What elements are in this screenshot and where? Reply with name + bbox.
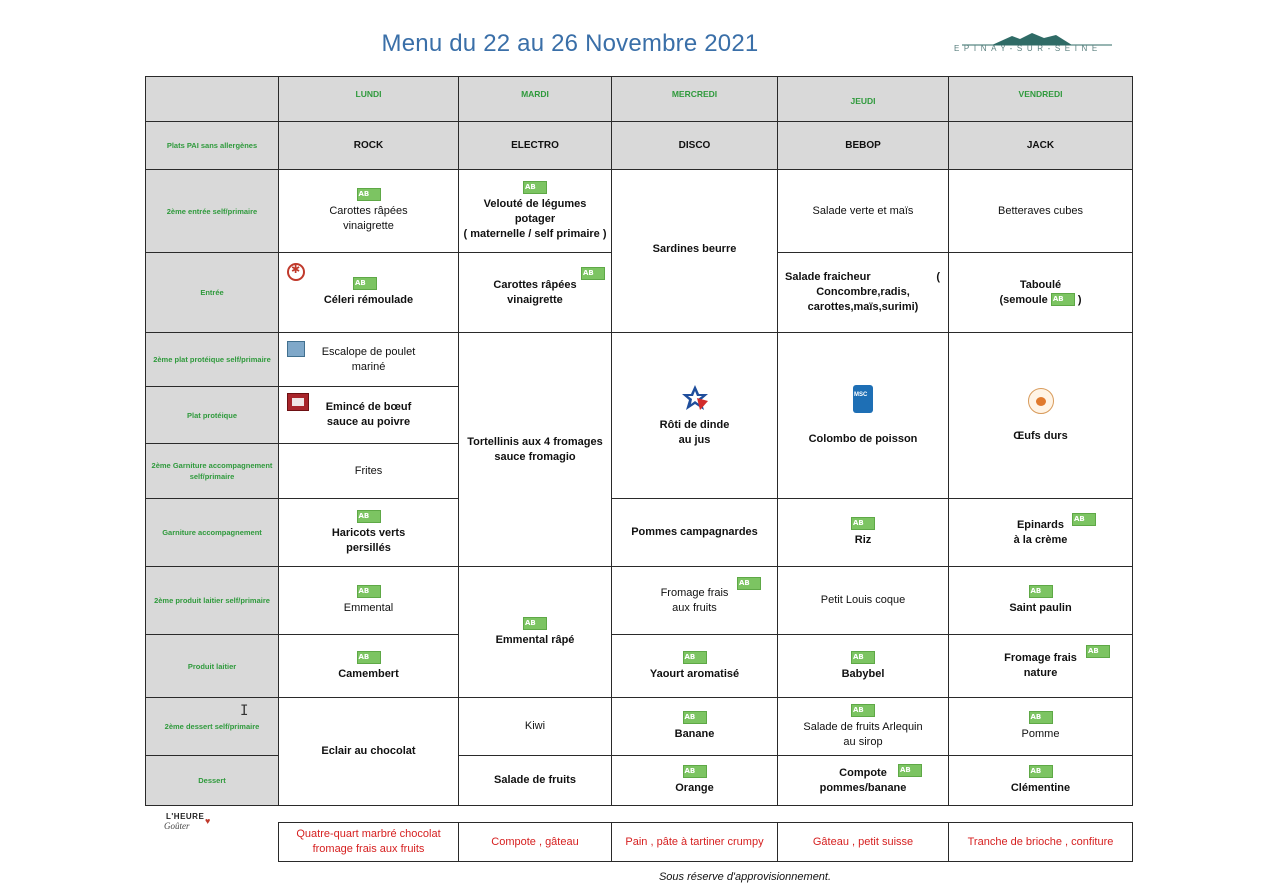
bio-label-icon [357,510,381,523]
row-label-dessert2: 2ème dessert self/primaire [146,698,279,756]
row-label-plat2: 2ème plat protéique self/primaire [146,333,279,387]
cell-mercredi-lait: AB Yaourt aromatisé [612,635,778,698]
cell-vendredi-entree2: Betteraves cubes [949,170,1133,253]
msc-label-icon [853,385,873,413]
bio-label-icon [357,585,381,598]
cell-mercredi-dessert2: AB Banane [612,698,778,756]
volaille-label-icon [287,341,305,357]
bio-label-icon [581,267,605,280]
cell-jeudi-garn: AB Riz [778,499,949,567]
cell-jeudi-entree2: Salade verte et maïs [778,170,949,253]
cell-jeudi-dessert: AB Compote pommes/banane [778,756,949,806]
text-cursor-icon: I [240,703,249,719]
cell-lundi-lait2: AB Emmental [279,567,459,635]
footnote: Sous réserve d'approvisionnement. [658,871,832,883]
cell-vendredi-dessert: AB Clémentine [949,756,1133,806]
gouter-mercredi: Pain , pâte à tartiner crumpy [612,823,778,862]
city-logo [952,32,1122,58]
bio-label-icon [898,764,922,777]
row-label-plats-pai: Plats PAI sans allergènes [146,122,279,170]
bio-label-icon [1072,513,1096,526]
bio-label-icon [683,765,707,778]
row-label-dessert: Dessert [146,756,279,806]
cell-mardi-plat: Tortellinis aux 4 fromages sauce fromagio [459,333,612,567]
cell-lundi-garn: AB Haricots verts persillés [279,499,459,567]
cell-mardi-dessert2: Kiwi [459,698,612,756]
bio-label-icon [851,704,875,717]
day-vendredi: VENDREDI [949,77,1133,122]
bio-label-icon [737,577,761,590]
day-jeudi: JEUDI [778,77,949,122]
bio-label-icon [1029,765,1053,778]
row-label-entree2: 2ème entrée self/primaire [146,170,279,253]
plats-pai-lundi: ROCK [279,122,459,170]
bio-label-icon [851,651,875,664]
cell-mardi-lait: AB Emmental râpé [459,567,612,698]
cell-jeudi-lait: AB Babybel [778,635,949,698]
cell-mercredi-garn: Pommes campagnardes [612,499,778,567]
cell-vendredi-lait: AB Fromage frais nature [949,635,1133,698]
bio-label-icon [1051,293,1075,306]
plats-pai-jeudi: BEBOP [778,122,949,170]
day-lundi: LUNDI [279,77,459,122]
bio-label-icon [357,651,381,664]
heure-gouter-logo: L'HEURE Goûter ♥ [164,812,211,831]
cell-jeudi-entree: Salade fraicheur ( Concombre,radis, carottes,maïs,surimi) [778,253,949,333]
cell-mercredi-entree: Sardines beurre [612,170,778,333]
gouter-lundi: Quatre-quart marbré chocolat fromage frais aux fruits [279,823,459,862]
bio-label-icon [851,517,875,530]
cell-jeudi-plat: MSC Colombo de poisson [778,333,949,499]
bio-label-icon [1086,645,1110,658]
gouter-vendredi: Tranche de brioche , confiture [949,823,1133,862]
cell-mercredi-dessert: AB Orange [612,756,778,806]
cell-vendredi-garn: AB Epinards à la crème [949,499,1133,567]
row-label-lait: Produit laitier [146,635,279,698]
cell-lundi-lait: AB Camembert [279,635,459,698]
bio-label-icon [523,617,547,630]
viande-bovine-icon [287,393,309,411]
cell-lundi-plat: Emincé de bœuf sauce au poivre [279,387,459,444]
cell-vendredi-lait2: AB Saint paulin [949,567,1133,635]
cell-mardi-dessert: Salade de fruits [459,756,612,806]
row-label-entree: Entrée [146,253,279,333]
city-logo-text: EPINAY-SUR-SEINE [954,44,1102,53]
cell-vendredi-dessert2: AB Pomme [949,698,1133,756]
cell-mercredi-plat: Rôti de dinde au jus [612,333,778,499]
bio-label-icon [1029,711,1053,724]
plats-pai-mardi: ELECTRO [459,122,612,170]
cell-lundi-dessert: Eclair au chocolat [279,698,459,806]
bio-label-icon [357,188,381,201]
gouter-table [278,822,1133,862]
bio-label-icon [683,711,707,724]
cell-jeudi-lait2: Petit Louis coque [778,567,949,635]
cell-lundi-garn2: Frites [279,444,459,499]
gouter-jeudi: Gâteau , petit suisse [778,823,949,862]
day-mardi: MARDI [459,77,612,122]
corner-cell [146,77,279,122]
cell-vendredi-entree: Taboulé (semoule AB ) [949,253,1133,333]
cell-lundi-entree2: AB Carottes râpées vinaigrette [279,170,459,253]
bio-label-icon [1029,585,1053,598]
bio-label-icon [523,181,547,194]
viande-francaise-icon [680,383,710,413]
row-label-garn: Garniture accompagnement [146,499,279,567]
oeufs-plein-air-icon [1028,388,1054,414]
row-label-plat: Plat protéique [146,387,279,444]
bio-label-icon [683,651,707,664]
row-label-garn2: 2ème Garniture accompagnement self/primaire [146,444,279,499]
label-rouge-icon [287,263,305,281]
page-title: Menu du 22 au 26 Novembre 2021 [381,30,759,57]
cell-lundi-entree: ✱ AB Céleri rémoulade [279,253,459,333]
plats-pai-mercredi: DISCO [612,122,778,170]
bio-label-icon [353,277,377,290]
menu-table [145,76,1133,806]
cell-jeudi-dessert2: AB Salade de fruits Arlequin au sirop [778,698,949,756]
cell-mercredi-lait2: AB Fromage frais aux fruits [612,567,778,635]
gouter-mardi: Compote , gâteau [459,823,612,862]
cell-mardi-entree2: AB Velouté de légumes potager ( maternelle / self primaire ) [459,170,612,253]
cell-vendredi-plat: Œufs durs [949,333,1133,499]
cell-mardi-entree: AB Carottes râpées vinaigrette [459,253,612,333]
cell-lundi-plat2: Escalope de poulet mariné [279,333,459,387]
plats-pai-vendredi: JACK [949,122,1133,170]
row-label-lait2: 2ème produit laitier self/primaire [146,567,279,635]
heart-icon: ♥ [205,816,211,826]
day-mercredi: MERCREDI [612,77,778,122]
